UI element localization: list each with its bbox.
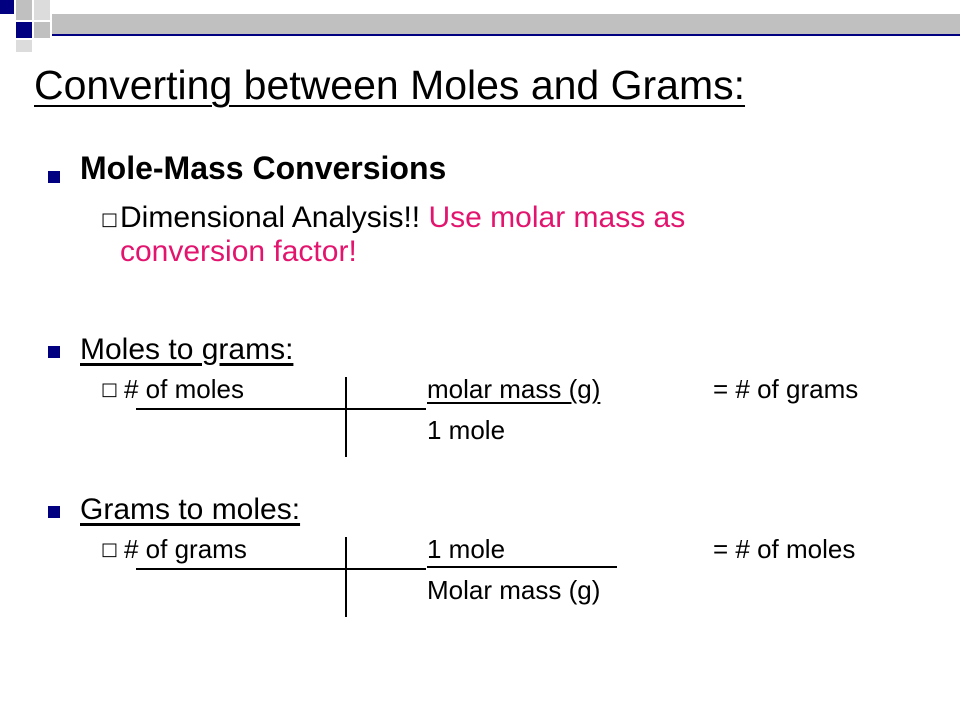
mtg-result: = # of grams [713, 374, 859, 404]
deco-bar-navy [52, 34, 960, 36]
dimensional-analysis-line [120, 201, 685, 235]
conversion-factor-note: conversion factor! [120, 235, 357, 268]
grams-to-moles-heading: Grams to moles: [80, 493, 301, 526]
square-bullet-icon [48, 171, 60, 183]
deco-square-navy [0, 0, 14, 14]
mtg-denominator: 1 mole [427, 415, 506, 445]
square-bullet-icon [48, 346, 60, 358]
dimensional-analysis-text: Dimensional Analysis!! [120, 201, 421, 234]
deco-square-gray-2 [34, 22, 50, 38]
mtg-divider [345, 377, 347, 457]
molar-mass-note: Use molar mass as [428, 201, 686, 234]
gtm-divider [345, 537, 347, 617]
gtm-left-term: # of grams [124, 534, 247, 564]
gtm-numerator: 1 mole [427, 534, 506, 564]
mtg-numerator: molar mass (g) [427, 374, 601, 404]
gtm-result: = # of moles [713, 534, 856, 564]
deco-square-light-2 [16, 40, 32, 52]
slide-title: Converting between Moles and Grams: [34, 62, 746, 108]
gtm-denominator: Molar mass (g) [427, 575, 601, 605]
hollow-square-bullet-icon: □ [101, 539, 119, 560]
header-decoration [0, 0, 960, 60]
gtm-fraction-line [136, 568, 426, 570]
deco-bar [52, 14, 960, 34]
square-bullet-icon [48, 506, 60, 518]
deco-square-light [34, 0, 50, 20]
hollow-square-bullet-icon: □ [101, 379, 119, 400]
deco-square-gray [16, 0, 32, 20]
mtg-fraction-line [136, 408, 426, 410]
hollow-square-bullet-icon: □ [101, 209, 119, 230]
moles-to-grams-heading: Moles to grams: [80, 333, 294, 366]
mtg-left-term: # of moles [124, 374, 244, 404]
main-bullet-text: Mole-Mass Conversions [80, 150, 447, 186]
deco-square-navy-2 [16, 22, 32, 38]
gtm-numerator-underline [427, 566, 617, 568]
